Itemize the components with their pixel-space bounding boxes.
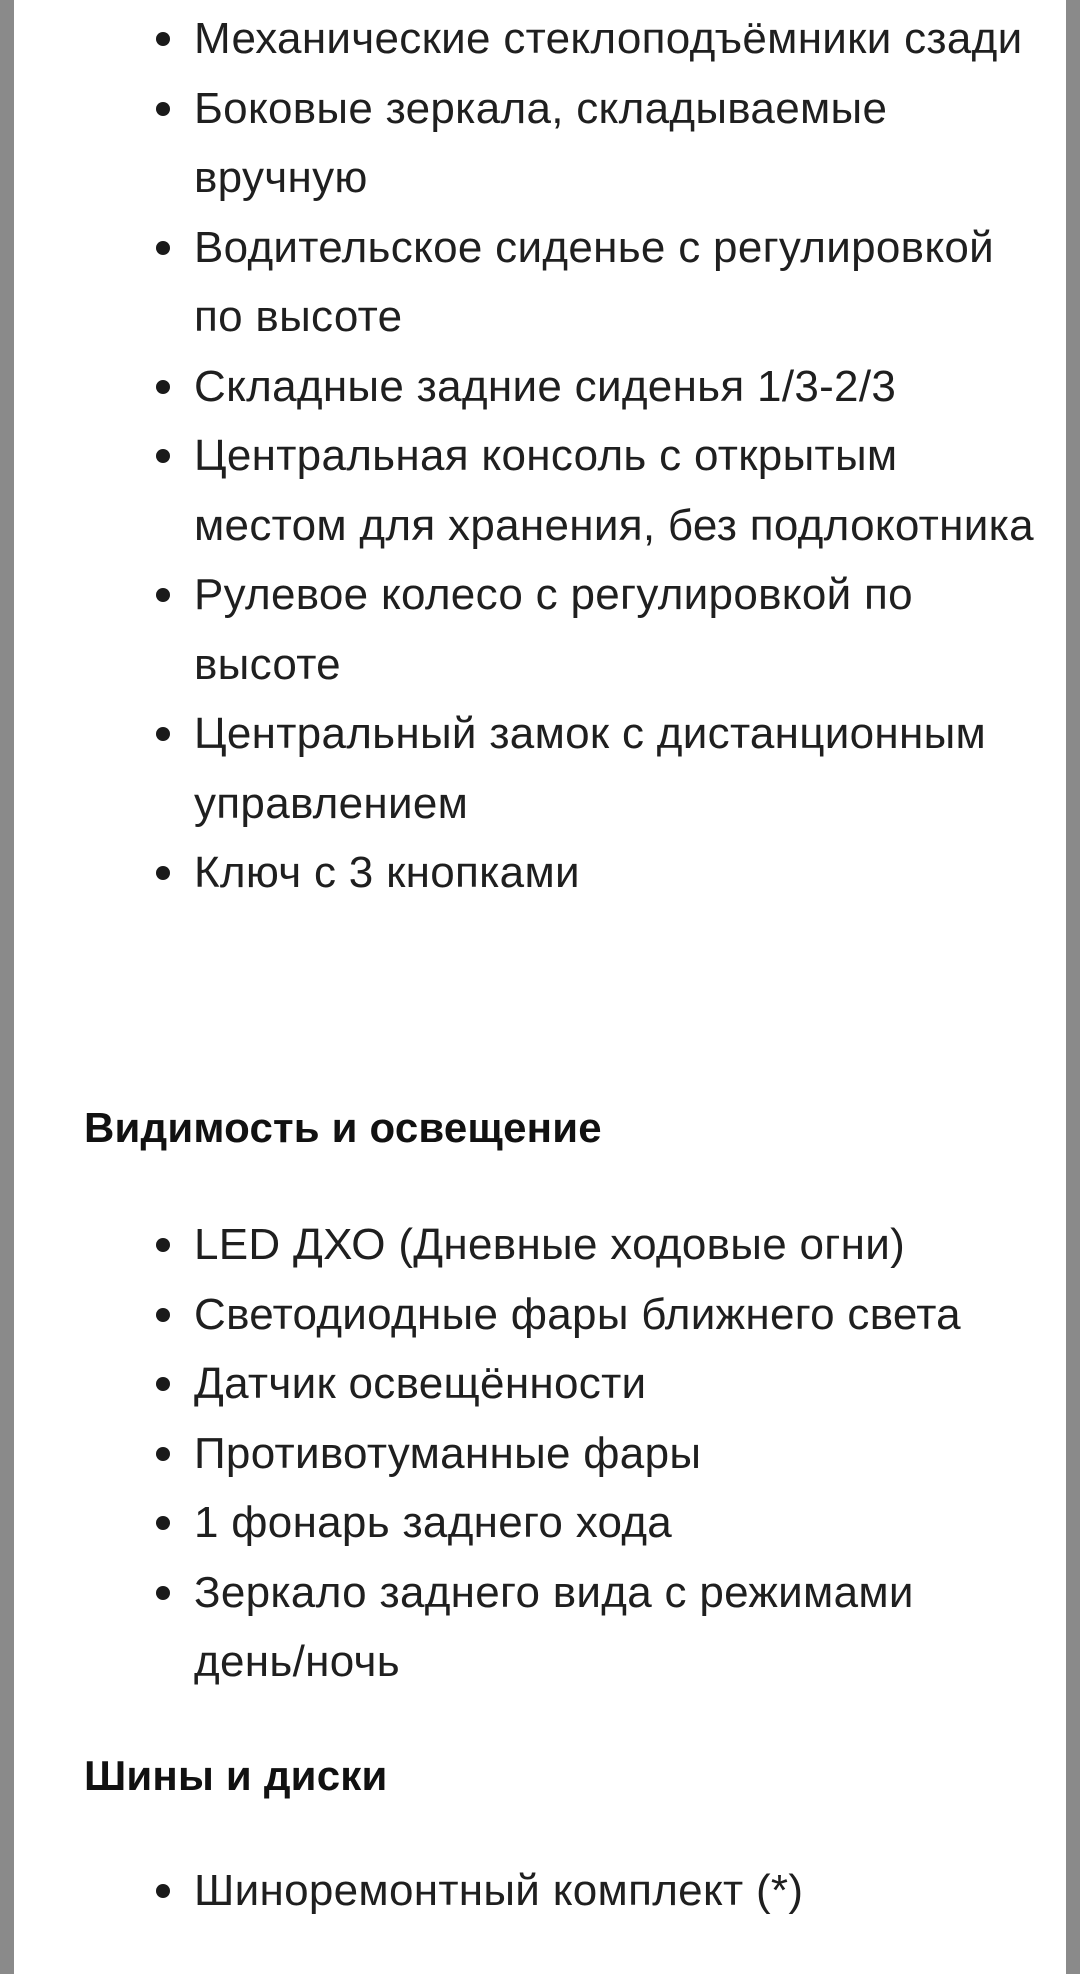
list-item: Зеркало заднего вида с режимами день/ночь [194,1558,1034,1697]
list-item: Водительское сиденье с регулировкой по высоте [194,213,1034,352]
right-frame-border [1066,0,1080,1974]
list-item: Складные задние сиденья 1/3-2/3 [194,352,1034,422]
list-item: Боковые зеркала, складываемые вручную [194,74,1034,213]
list-item: Светодиодные фары ближнего света [194,1280,1034,1350]
page-content [14,0,1066,1974]
list-item: Ключ с 3 кнопками [194,838,1034,908]
visibility-features-list [194,1210,1034,1697]
list-item: LED ДХО (Дневные ходовые огни) [194,1210,1034,1280]
section-heading-tires: Шины и диски [84,1752,388,1799]
section-heading-visibility: Видимость и освещение [84,1104,602,1151]
list-item: Противотуманные фары [194,1419,1034,1489]
list-item: Механические стеклоподъёмники сзади [194,4,1034,74]
list-item: Центральная консоль с открытым местом для хранения, без подлокотника [194,421,1034,560]
left-frame-border [0,0,14,1974]
interior-features-list [194,4,1034,908]
list-item: Центральный замок с дистанционным управлением [194,699,1034,838]
tires-features-list [194,1856,1034,1926]
list-item: Датчик освещённости [194,1349,1034,1419]
list-item: 1 фонарь заднего хода [194,1488,1034,1558]
list-item: Рулевое колесо с регулировкой по высоте [194,560,1034,699]
list-item: Шиноремонтный комплект (*) [194,1856,1034,1926]
